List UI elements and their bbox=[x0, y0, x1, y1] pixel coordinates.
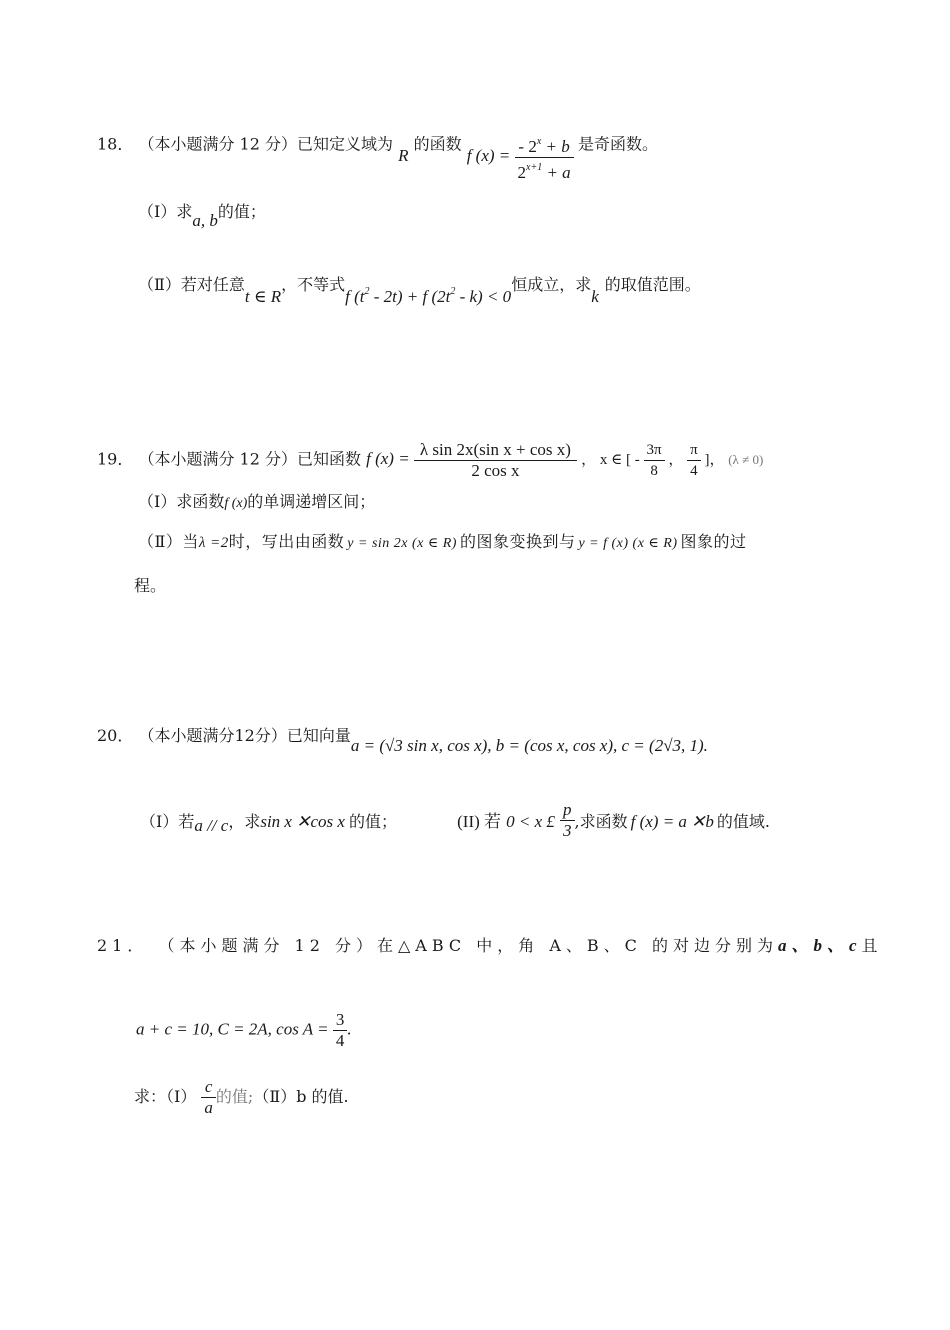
q20-part2-frac-den: 3 bbox=[560, 820, 575, 841]
q19-cond: (λ ≠ 0) bbox=[728, 452, 764, 468]
q20-intro: （本小题满分12分）已知向量 bbox=[138, 726, 351, 745]
q19-comma: ， bbox=[668, 452, 684, 469]
q21-given-frac bbox=[333, 1010, 348, 1051]
q18-part1 bbox=[138, 202, 266, 230]
q18-tail: 是奇函数。 bbox=[577, 134, 658, 154]
q21-number: 21． bbox=[97, 936, 149, 955]
q18-intro: （本小题满分 12 分）已知定义域为 bbox=[138, 134, 394, 154]
q18-function bbox=[466, 136, 578, 182]
q20-number: 20． bbox=[97, 726, 134, 745]
q19-part1-label: （Ⅰ）求函数 bbox=[138, 492, 225, 511]
q21-given bbox=[136, 1010, 352, 1051]
q19-domain-post: ]， bbox=[704, 452, 725, 469]
q21-given-text: a + c = 10, C = 2A, cos A = bbox=[136, 1019, 329, 1039]
q21-ask-mid: 的值; bbox=[215, 1087, 254, 1106]
q20-part2-label: (II) 若 bbox=[457, 812, 502, 831]
q18-line-1 bbox=[97, 120, 658, 182]
q19-line-1 bbox=[97, 440, 763, 481]
q18-den: 2 bbox=[517, 163, 527, 182]
q20-part1-label: （I）若 bbox=[140, 812, 195, 831]
q19-num: λ sin 2x(sin x + cos x) bbox=[414, 440, 577, 461]
q19-part1-tail: 的单调递增区间； bbox=[247, 492, 376, 511]
q18-number: 18． bbox=[97, 134, 134, 154]
q20-vectors: a = (√3 sin x, cos x), b = (cos x, cos x), c = (2√3, 1). bbox=[350, 736, 708, 755]
q19-fx: f (x) = bbox=[366, 449, 410, 469]
q18-part2-tail1: 恒成立，求 bbox=[511, 275, 592, 294]
q18-part1-vars: a, b bbox=[192, 211, 218, 230]
q18-part2-label: （Ⅱ）若对任意 bbox=[138, 275, 245, 294]
q21-ask bbox=[134, 1077, 349, 1118]
q21-ask-frac-den: a bbox=[204, 1098, 213, 1117]
q19-part2-y2: y = f (x) (x ∈ R) bbox=[578, 536, 678, 551]
q19-den: 2 cos x bbox=[471, 461, 520, 480]
q19-function bbox=[366, 440, 581, 480]
q18-ineq-exp: 2 bbox=[364, 286, 370, 297]
q18-part2-inequality bbox=[345, 287, 511, 306]
q19-part2-tail: 图象的过 bbox=[680, 532, 747, 551]
q21-ask-frac bbox=[201, 1077, 216, 1118]
q20-part2-mid: ,求函数 bbox=[574, 812, 628, 831]
q21-ask-frac-num: c bbox=[201, 1077, 216, 1098]
q20-part2-cond: 0 < x £ bbox=[506, 812, 555, 831]
q21-ask-part2: （Ⅱ）b 的值. bbox=[253, 1087, 349, 1106]
q19-fraction bbox=[414, 440, 577, 481]
q18-part2-cond: t ∈ R bbox=[244, 287, 282, 306]
q21-ask-label: 求：（Ⅰ） bbox=[134, 1087, 197, 1106]
q20-parts bbox=[140, 802, 770, 843]
q19-frac2-num: π bbox=[687, 440, 701, 461]
q18-part2-var: k bbox=[591, 287, 599, 306]
q19-part2 bbox=[138, 532, 747, 554]
q21-intro: （本小题满分 12 分）在△ABC 中，角 A、B、C 的对边分别为 bbox=[158, 936, 778, 955]
q19-domain-pre: ， x ∈ [ - bbox=[581, 452, 640, 469]
q20-part1-mid: ，求 bbox=[228, 812, 261, 831]
q19-part1 bbox=[138, 492, 375, 514]
q18-ineq-c: - k) < 0 bbox=[455, 287, 512, 306]
q18-part1-label: （Ⅰ）求 bbox=[138, 202, 193, 221]
q18-part2-tail2: 的取值范围。 bbox=[604, 275, 701, 294]
q18-ineq-exp2: 2 bbox=[450, 286, 456, 297]
q21-vars: a、b、c bbox=[777, 936, 862, 955]
q18-den-exp: x+1 bbox=[526, 162, 543, 173]
q18-func-label: 的函数 bbox=[413, 134, 462, 154]
q20-part1-cond: a // c bbox=[194, 816, 229, 835]
q18-domain-var: R bbox=[398, 146, 409, 166]
q19-frac1-den: 8 bbox=[650, 463, 658, 480]
q19-part2-mid2: 的图象变换到与 bbox=[459, 532, 576, 551]
q19-frac2-den: 4 bbox=[690, 463, 698, 480]
q21-given-end: . bbox=[347, 1019, 352, 1039]
q20-part2-fx: f (x) = a ✕b bbox=[630, 812, 714, 831]
q18-num: - 2 bbox=[518, 137, 537, 156]
q18-part2 bbox=[138, 270, 701, 306]
q18-part1-tail: 的值； bbox=[217, 202, 266, 221]
q19-frac1 bbox=[644, 440, 665, 481]
q21-line-1 bbox=[97, 936, 883, 956]
q20-line-1 bbox=[97, 726, 708, 755]
q20-part1-tail: 的值； bbox=[348, 812, 397, 831]
q21-given-num: 3 bbox=[333, 1010, 348, 1031]
q20-part2-frac-num: p bbox=[563, 800, 572, 819]
q19-part2-continuation: 程。 bbox=[134, 576, 167, 595]
q19-frac2 bbox=[687, 440, 701, 481]
q18-fx: f (x) = bbox=[466, 146, 511, 166]
q18-ineq-a: f (t bbox=[345, 287, 365, 306]
q19-part2-lambda: λ =2 bbox=[198, 535, 229, 551]
q18-den-tail: + a bbox=[542, 163, 571, 182]
q19-number: 19． bbox=[97, 449, 134, 469]
q21-tail: 且 bbox=[861, 936, 883, 955]
q18-ineq-b: - 2t) + f (2t bbox=[369, 287, 451, 306]
q20-part2-tail: 的值域. bbox=[716, 812, 771, 831]
q18-part2-mid: ，不等式 bbox=[281, 275, 346, 294]
q18-num-exp: x bbox=[536, 136, 542, 147]
q19-part2-y1: y = sin 2x (x ∈ R) bbox=[347, 536, 457, 551]
q19-part2-label: （Ⅱ）当 bbox=[138, 532, 199, 551]
q19-part2-mid: 时，写出由函数 bbox=[228, 532, 345, 551]
q18-num-tail: + b bbox=[541, 137, 570, 156]
q18-fraction bbox=[515, 132, 574, 183]
q20-part2-frac bbox=[560, 800, 575, 841]
q19-part1-fx: f (x) bbox=[224, 496, 248, 511]
q21-given-den: 4 bbox=[335, 1031, 345, 1050]
q19-intro: （本小题满分 12 分）已知函数 bbox=[138, 449, 362, 469]
q20-part1-expr: sin x ✕cos x bbox=[260, 812, 345, 831]
q19-frac1-num: 3π bbox=[644, 440, 665, 461]
